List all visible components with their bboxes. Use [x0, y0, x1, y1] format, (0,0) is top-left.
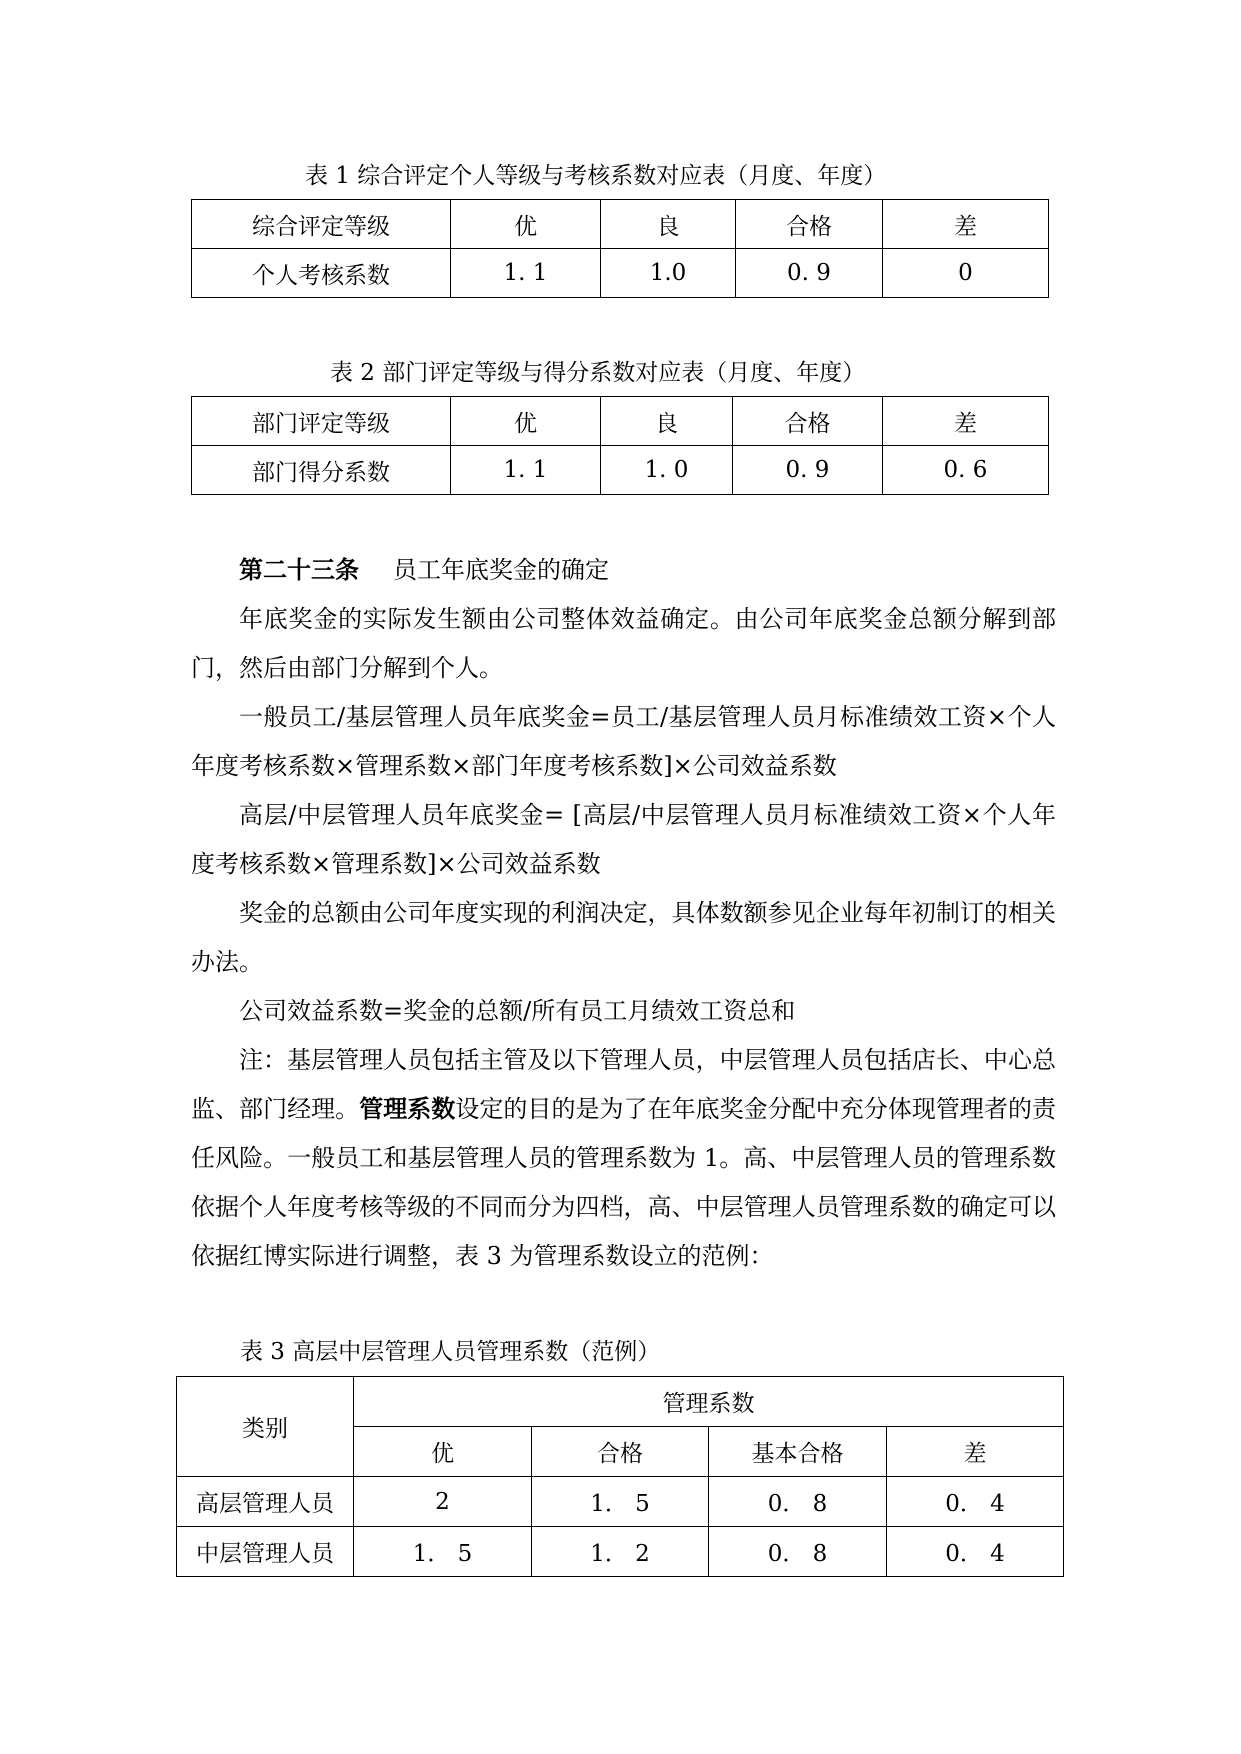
level-header: 差 — [887, 1427, 1064, 1477]
table-row — [192, 200, 1049, 249]
table-cell: 良 — [601, 200, 736, 249]
table-cell: 差 — [883, 200, 1049, 249]
table-cell: 1． 5 — [532, 1477, 709, 1527]
table-cell: 1. 1 — [451, 249, 601, 298]
table3 — [176, 1376, 1064, 1577]
article-title: 员工年底奖金的确定 — [393, 556, 609, 584]
article-heading — [191, 545, 1056, 595]
table-cell: 差 — [883, 397, 1049, 446]
paragraph: 高层/中层管理人员年底奖金= [高层/中层管理人员月标准绩效工资×个人年度考核系数×管理系数]×公司效益系数 — [191, 801, 1056, 878]
table-cell: 优 — [451, 200, 601, 249]
table2 — [191, 396, 1049, 495]
paragraph: 年底奖金的实际发生额由公司整体效益确定。由公司年底奖金总额分解到部门，然后由部门分解到个人。 — [191, 605, 1056, 682]
table-cell: 合格 — [733, 397, 883, 446]
table-cell: 0. 6 — [883, 446, 1049, 495]
table-row — [192, 249, 1049, 298]
table-cell: 0． 4 — [887, 1477, 1064, 1527]
table-cell: 0． 4 — [887, 1527, 1064, 1577]
table-row — [177, 1477, 1064, 1527]
paragraph: 公司效益系数=奖金的总额/所有员工月绩效工资总和 — [239, 997, 796, 1025]
note-text: 设定的目的是为了在年底奖金分配中充分体现管理者的责任风险。一般员工和基层管理人员的管理系数为 1。高、中层管理人员的管理系数依据个人年度考核等级的不同而分为四档，高、中层管理人员管理系数的确定可以依据红博实际进行调整，表 3 为管理系数设立的范例： — [191, 1095, 1057, 1270]
table-cell: 部门得分系数 — [192, 446, 451, 495]
table-cell: 部门评定等级 — [192, 397, 451, 446]
table1 — [191, 199, 1049, 298]
table-cell: 0. 9 — [733, 446, 883, 495]
table-cell: 1． 5 — [354, 1527, 532, 1577]
table-cell: 1. 1 — [451, 446, 601, 495]
level-header: 优 — [354, 1427, 532, 1477]
table-cell: 1． 2 — [532, 1527, 709, 1577]
group-header: 管理系数 — [354, 1377, 1064, 1427]
paragraph: 一般员工/基层管理人员年底奖金=员工/基层管理人员月标准绩效工资×个人年度考核系数×管理系数×部门年度考核系数]×公司效益系数 — [191, 703, 1056, 780]
note-text: 注：基层管理人员包括主管及以下管理人员，中层管理人员包括店长、中心总监、部门经理。 — [191, 1046, 1056, 1123]
level-header: 合格 — [532, 1427, 709, 1477]
table3-caption: 表 3 高层中层管理人员管理系数（范例） — [240, 1339, 661, 1365]
table-cell: 综合评定等级 — [192, 200, 451, 249]
table-row — [192, 397, 1049, 446]
table-cell: 0. 9 — [736, 249, 883, 298]
note-paragraph — [191, 1036, 1056, 1281]
table-cell: 中层管理人员 — [177, 1527, 354, 1577]
table-cell: 1.0 — [601, 249, 736, 298]
note-bold-term: 管理系数 — [359, 1095, 456, 1123]
category-header: 类别 — [177, 1377, 354, 1477]
table-row — [177, 1377, 1064, 1427]
table-cell: 0 — [883, 249, 1049, 298]
article-number: 第二十三条 — [239, 555, 359, 584]
table-cell: 1. 0 — [601, 446, 733, 495]
article-body — [191, 545, 1056, 1281]
table-cell: 0． 8 — [709, 1477, 887, 1527]
level-header: 基本合格 — [709, 1427, 887, 1477]
table-cell: 0． 8 — [709, 1527, 887, 1577]
table-cell: 良 — [601, 397, 733, 446]
table-cell: 优 — [451, 397, 601, 446]
table1-caption: 表 1 综合评定个人等级与考核系数对应表（月度、年度） — [305, 163, 887, 189]
paragraph: 奖金的总额由公司年度实现的利润决定，具体数额参见企业每年初制订的相关办法。 — [191, 899, 1056, 976]
table-cell: 合格 — [736, 200, 883, 249]
table2-caption: 表 2 部门评定等级与得分系数对应表（月度、年度） — [330, 360, 866, 386]
table-cell: 2 — [354, 1477, 532, 1527]
table-row — [192, 446, 1049, 495]
table-cell: 个人考核系数 — [192, 249, 451, 298]
table-row — [177, 1527, 1064, 1577]
table-cell: 高层管理人员 — [177, 1477, 354, 1527]
